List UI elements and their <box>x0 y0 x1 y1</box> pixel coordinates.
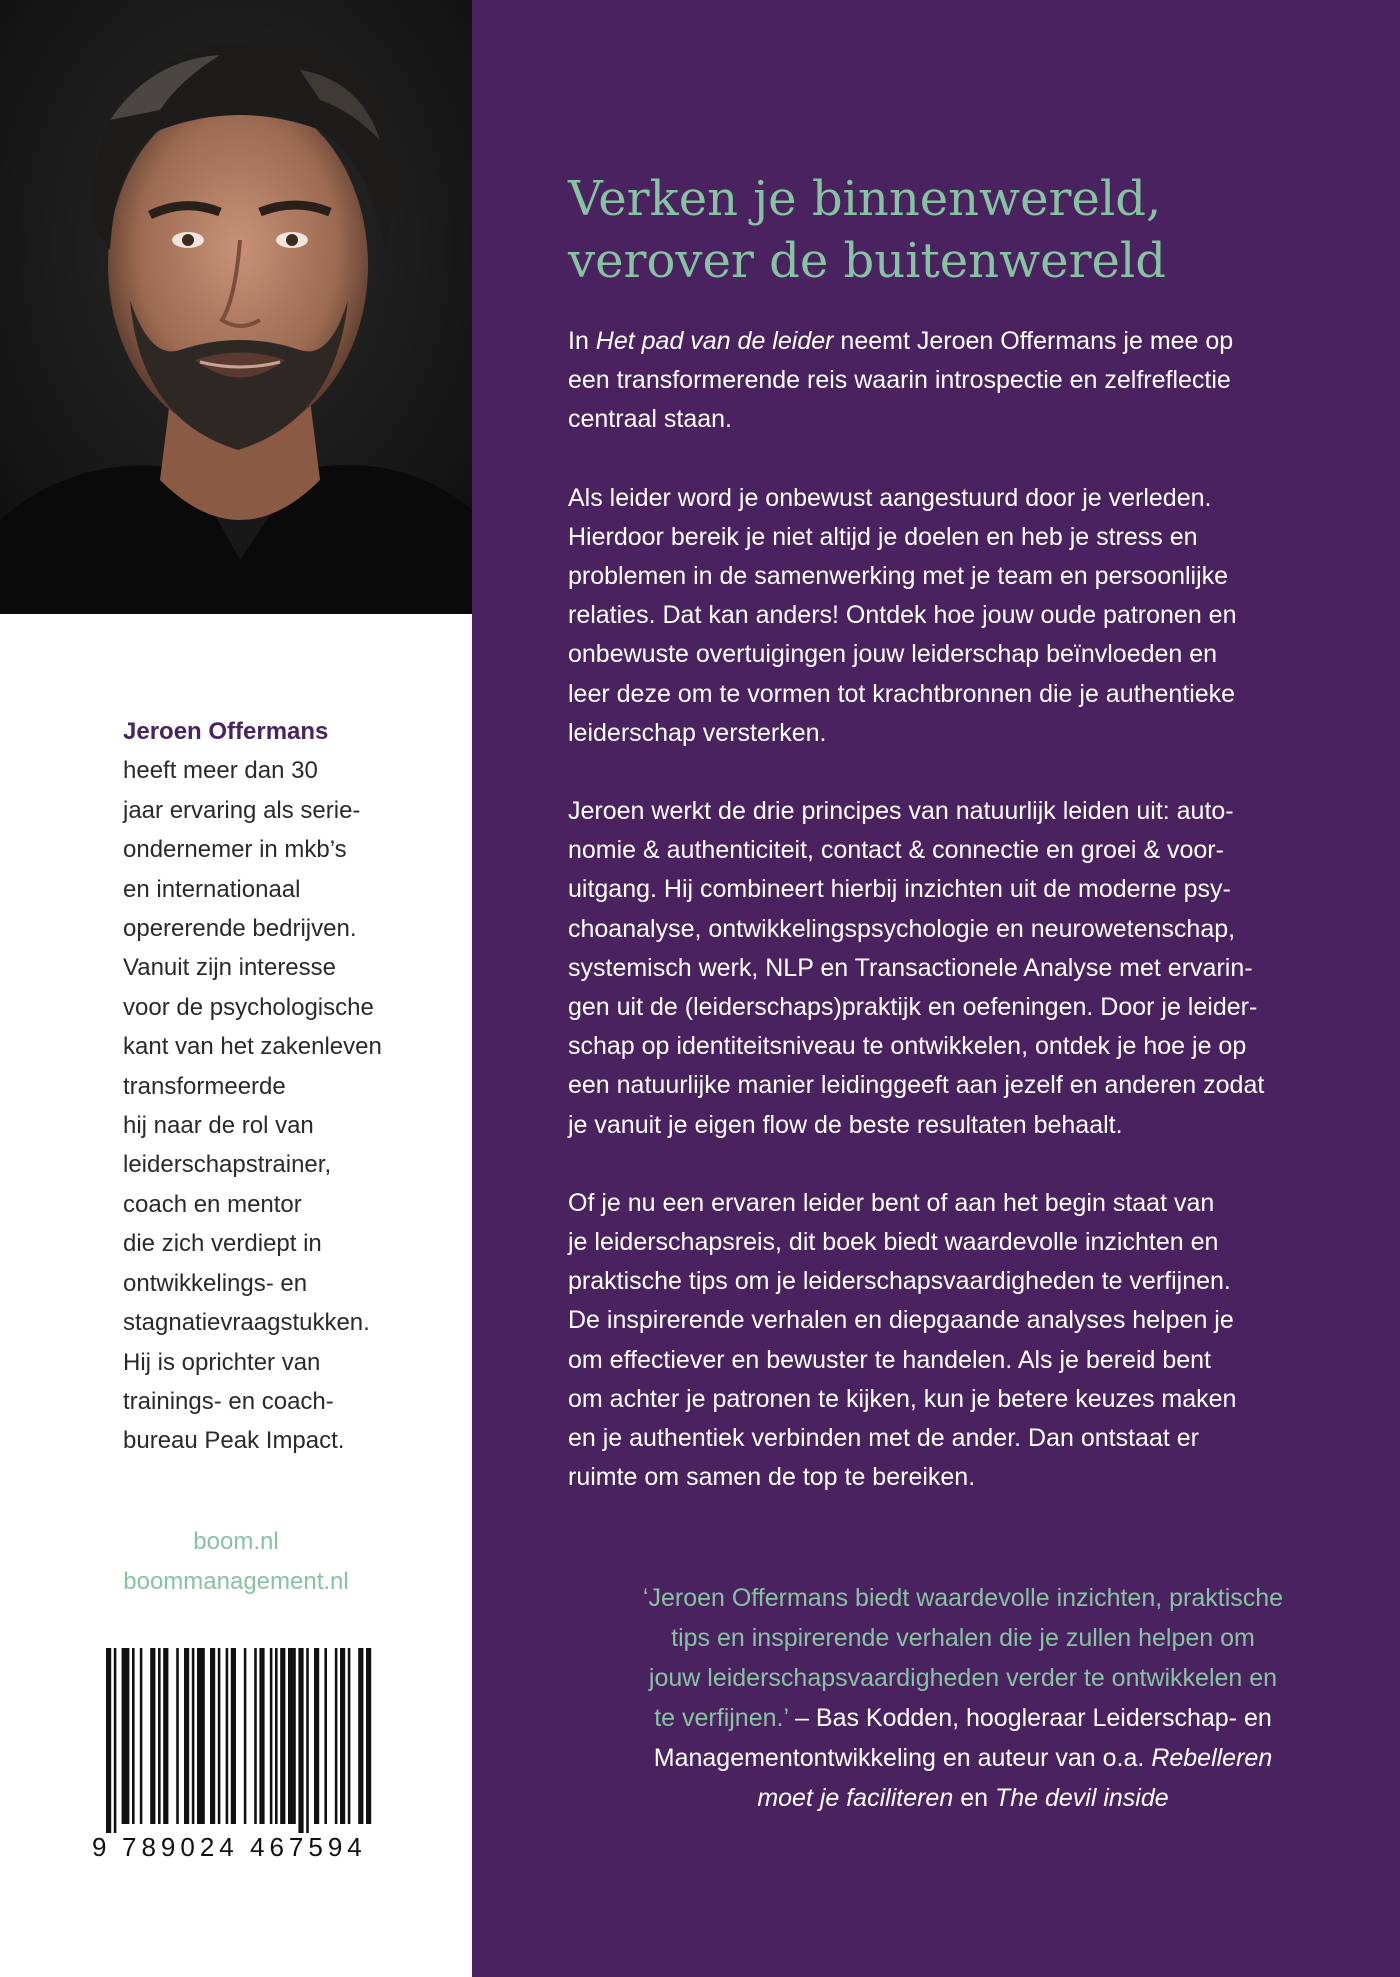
quote-line <box>568 1778 1358 1818</box>
bio-line: ondernemer in mkb’s <box>123 836 347 864</box>
book-title-devil-inside: The devil inside <box>994 1784 1169 1812</box>
bio-line: hij naar de rol van <box>123 1112 314 1140</box>
barcode-bar <box>122 1648 130 1824</box>
barcode-bar <box>114 1648 117 1833</box>
paragraph-line: Hierdoor bereik je niet altijd je doelen en heb je stress en <box>568 522 1198 551</box>
barcode-bar <box>280 1648 285 1824</box>
barcode-bar <box>218 1648 221 1824</box>
barcode-bar <box>254 1648 257 1824</box>
barcode-bar <box>306 1648 309 1833</box>
barcode-bar <box>140 1648 143 1824</box>
bio-line: Hij is oprichter van <box>123 1348 321 1376</box>
paragraph-line: De inspirerende verhalen en diepgaande analyses helpen je <box>568 1306 1234 1335</box>
barcode-bar <box>298 1648 303 1833</box>
paragraph-line: leiderschap versterken. <box>568 718 827 747</box>
barcode-bar <box>163 1648 168 1824</box>
headline-line: Verken je binnenwereld, <box>568 171 1162 227</box>
barcode-bar <box>150 1648 155 1824</box>
barcode-bar <box>210 1648 215 1824</box>
barcode-bar <box>197 1648 205 1824</box>
paragraph-2 <box>568 479 1358 753</box>
paragraph-line: ruimte om samen de top te bereiken. <box>568 1463 976 1492</box>
barcode-bar <box>366 1648 371 1824</box>
bio-line: en internationaal <box>123 875 301 903</box>
paragraph-line: systemisch werk, NLP en Transactionele Analyse met ervarin- <box>568 953 1253 982</box>
barcode-bar <box>348 1648 351 1824</box>
bio-line: die zich verdiept in <box>123 1230 322 1258</box>
bio-line: stagnatievraagstukken. <box>123 1309 370 1337</box>
intro-text: In <box>568 327 596 355</box>
barcode-bar <box>231 1648 236 1824</box>
publisher-links <box>0 1522 472 1602</box>
headline <box>568 168 1368 292</box>
bio-line: leiderschapstrainer, <box>123 1151 332 1179</box>
endorsement-quote <box>568 1578 1358 1818</box>
paragraph-line: je leiderschapsreis, dit boek biedt waardevolle inzichten en <box>568 1228 1219 1257</box>
paragraph-line <box>568 322 1358 361</box>
barcode-bar <box>176 1648 179 1824</box>
barcode-bar <box>314 1648 319 1824</box>
barcode-bar <box>132 1648 135 1824</box>
paragraph-line: Als leider word je onbewust aangestuurd door je verleden. <box>568 483 1212 512</box>
paragraph-3 <box>568 792 1358 1145</box>
barcode-bar <box>184 1648 189 1824</box>
link-boom[interactable]: boom.nl <box>193 1528 279 1555</box>
headline-line: verover de buitenwereld <box>568 233 1167 289</box>
intro-rest: neemt Jeroen Offermans je mee op <box>833 327 1234 355</box>
barcode-bar <box>324 1648 327 1824</box>
barcode-bar <box>192 1648 195 1824</box>
paragraph-line: centraal staan. <box>568 405 732 434</box>
bio-line: transformeerde <box>123 1072 286 1100</box>
paragraph-1 <box>568 322 1358 440</box>
bio-line: ontwikkelings- en <box>123 1269 308 1297</box>
barcode-bar <box>226 1648 229 1824</box>
bio-line: opererende bedrijven. <box>123 915 357 943</box>
barcode-bar <box>244 1648 247 1824</box>
paragraph-line: praktische tips om je leiderschapsvaardigheden te verfijnen. <box>568 1267 1231 1296</box>
paragraph-line: om achter je patronen te kijken, kun je betere keuzes maken <box>568 1384 1237 1413</box>
bio-line: heeft meer dan 30 <box>123 757 318 785</box>
paragraph-line: Jeroen werkt de drie principes van natuurlijk leiden uit: auto- <box>568 797 1234 826</box>
bio-line: kant van het zakenleven <box>123 1033 382 1061</box>
barcode-bar <box>106 1648 111 1833</box>
paragraph-line: problemen in de samenwerking met je team en persoonlijke <box>568 562 1229 591</box>
barcode-bar <box>288 1648 296 1824</box>
quote-attribution: – Bas Kodden, hoogleraar Leiderschap- en <box>788 1704 1272 1732</box>
author-name: Jeroen Offermans <box>123 718 329 745</box>
barcode-digit-group1: 789024 <box>122 1832 239 1862</box>
paragraph-line: relaties. Dat kan anders! Ontdek hoe jouw oude patronen en <box>568 601 1237 630</box>
paragraph-line: schap op identiteitsniveau te ontwikkelen, ontdek je hoe je op <box>568 1032 1247 1061</box>
author-bio <box>123 712 423 1461</box>
paragraph-4 <box>568 1184 1358 1498</box>
paragraph-line: onbewuste overtuigingen jouw leiderschap beïnvloeden en <box>568 640 1218 669</box>
quote-line: jouw leiderschapsvaardigheden verder te ontwikkelen en <box>648 1664 1278 1692</box>
book-title-rebelleren-cont: moet je faciliteren <box>757 1784 954 1812</box>
quote-line <box>568 1738 1358 1778</box>
bio-line: Vanuit zijn interesse <box>123 954 336 982</box>
barcode-bars <box>100 1648 372 1833</box>
attribution-text: Managementontwikkeling en auteur van o.a. <box>653 1744 1152 1772</box>
paragraph-line: Of je nu een ervaren leider bent of aan het begin staat van <box>568 1188 1215 1217</box>
barcode-bar <box>158 1648 161 1824</box>
paragraph-line: je vanuit je eigen flow de beste resultaten behaalt. <box>568 1110 1123 1139</box>
author-portrait-photo <box>0 0 472 614</box>
paragraph-line: een natuurlijke manier leidinggeeft aan jezelf en anderen zodat <box>568 1071 1265 1100</box>
link-boommanagement[interactable]: boommanagement.nl <box>123 1568 349 1595</box>
barcode-bar <box>270 1648 273 1824</box>
author-portrait <box>0 0 472 614</box>
barcode-digit-prefix: 9 <box>92 1832 107 1862</box>
quote-line <box>568 1698 1358 1738</box>
paragraph-line: nomie & authenticiteit, contact & connectie en groei & voor- <box>568 836 1224 865</box>
bio-line: coach en mentor <box>123 1190 302 1218</box>
quote-line: tips en inspirerende verhalen die je zullen helpen om <box>671 1624 1255 1652</box>
barcode-bar <box>275 1648 278 1824</box>
right-panel <box>472 0 1400 1977</box>
paragraph-line: om effectiever en bewuster te handelen. Als je bereid bent <box>568 1345 1212 1374</box>
book-title: Het pad van de leider <box>595 327 834 355</box>
barcode-digit-group2: 467594 <box>250 1832 367 1862</box>
isbn-barcode <box>92 1648 372 1862</box>
quote-line: ‘Jeroen Offermans biedt waardevolle inzichten, praktische <box>642 1584 1284 1612</box>
paragraph-line: uitgang. Hij combineert hierbij inzichten uit de moderne psy- <box>568 875 1231 904</box>
connector-text: en <box>953 1784 995 1812</box>
paragraph-line: en je authentiek verbinden met de ander. Dan ontstaat er <box>568 1424 1199 1453</box>
paragraph-line: een transformerende reis waarin introspectie en zelfreflectie <box>568 366 1231 395</box>
bio-line: jaar ervaring als serie- <box>123 796 361 824</box>
bio-line: voor de psychologische <box>123 993 374 1021</box>
blurb-body <box>568 322 1358 1536</box>
barcode-bar <box>335 1648 338 1824</box>
paragraph-line: leer deze om te vormen tot krachtbronnen die je authentieke <box>568 679 1236 708</box>
paragraph-line: gen uit de (leiderschaps)praktijk en oefeningen. Door je leider- <box>568 993 1258 1022</box>
barcode-bar <box>259 1648 264 1824</box>
book-title-rebelleren: Rebelleren <box>1151 1744 1273 1772</box>
barcode-bar <box>358 1648 363 1824</box>
barcode-bar <box>340 1648 345 1824</box>
left-column <box>0 0 472 1977</box>
bio-line: trainings- en coach- <box>123 1387 334 1415</box>
bio-line: bureau Peak Impact. <box>123 1427 345 1455</box>
paragraph-line: choanalyse, ontwikkelingspsychologie en neurowetenschap, <box>568 914 1236 943</box>
quote-tail: te verfijnen.’ <box>654 1704 789 1732</box>
